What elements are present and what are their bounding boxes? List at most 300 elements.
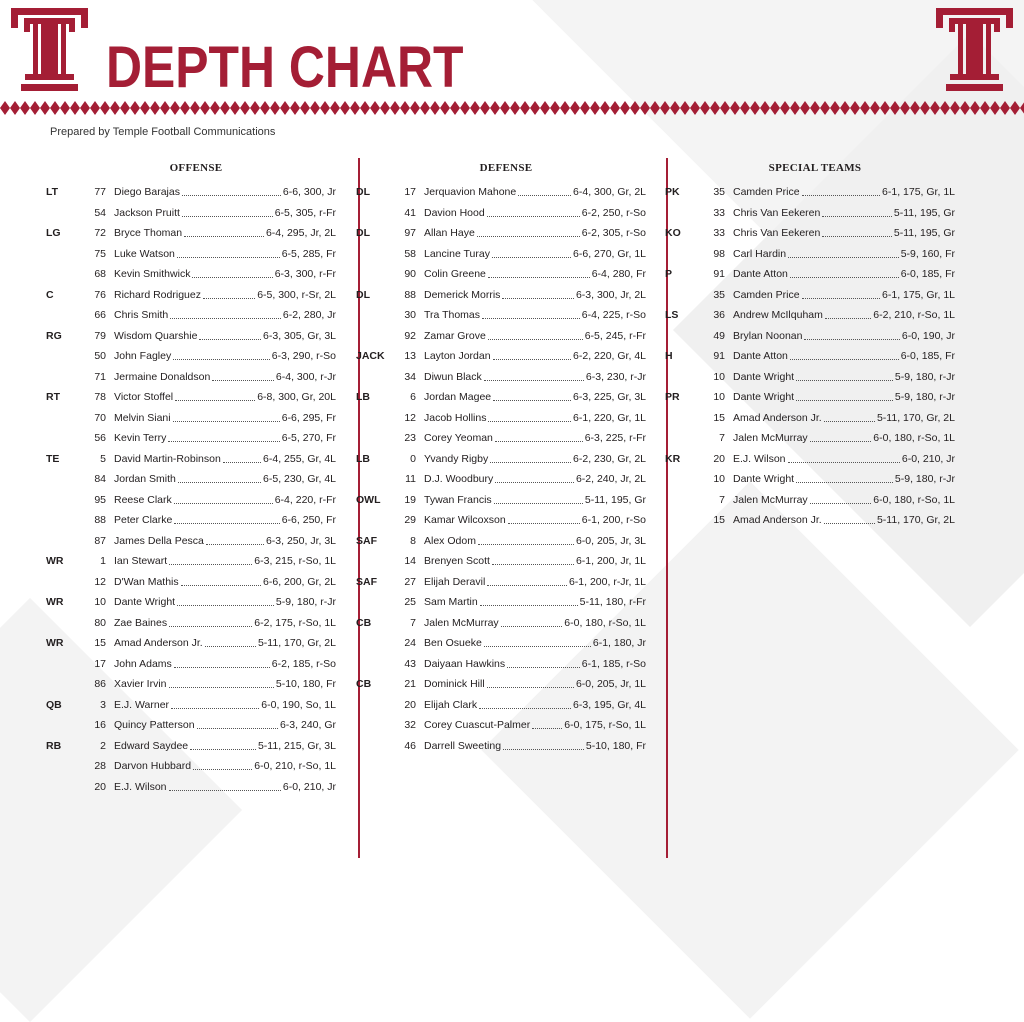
position-label: C (46, 288, 54, 301)
dot-leader (171, 707, 259, 709)
player-info: 6-3, 305, Gr, 3L (263, 329, 336, 342)
position-label: SAF (356, 534, 377, 547)
roster-row (46, 633, 336, 654)
player-info: 6-1, 175, Gr, 1L (882, 288, 955, 301)
jersey-number: 15 (94, 637, 106, 650)
player-info: 5-9, 160, Fr (900, 247, 955, 260)
player-info: 6-6, 250, Fr (281, 514, 336, 527)
player-info: 6-3, 225, r-Fr (584, 432, 646, 445)
dot-leader (174, 522, 279, 524)
roster-row (356, 367, 646, 388)
position-label: QB (46, 698, 62, 711)
dot-leader (822, 215, 892, 217)
position-label: WR (46, 637, 64, 650)
player-info: 6-4, 300, Gr, 2L (573, 186, 646, 199)
player-info: 5-10, 180, Fr (585, 739, 646, 752)
roster-row (46, 182, 336, 203)
player-name: Dante Wright (114, 596, 176, 609)
player-info: 6-2, 230, Gr, 2L (573, 452, 646, 465)
player-info: 6-5, 305, r-Fr (274, 206, 336, 219)
dot-leader (478, 543, 574, 545)
roster-row (356, 182, 646, 203)
dot-leader (223, 461, 261, 463)
player-name: Jalen McMurray (424, 616, 499, 629)
roster-row (665, 367, 955, 388)
player-info: 6-2, 240, Jr, 2L (575, 473, 646, 486)
position-label: WR (46, 555, 64, 568)
player-info: 6-0, 175, r-So, 1L (564, 719, 646, 732)
jersey-number: 7 (410, 616, 416, 629)
player-info: 6-0, 210, Jr (282, 780, 336, 793)
player-name: Edward Saydee (114, 739, 189, 752)
jersey-number: 20 (404, 698, 416, 711)
dot-leader (802, 297, 881, 299)
position-label: LG (46, 227, 61, 240)
player-info: 5-9, 180, r-Jr (894, 473, 955, 486)
jersey-number: 80 (94, 616, 106, 629)
jersey-number: 72 (94, 227, 106, 240)
player-name: James Della Pesca (114, 534, 204, 547)
jersey-number: 90 (404, 268, 416, 281)
dot-leader (173, 358, 270, 360)
player-name: Zae Baines (114, 616, 168, 629)
player-name: Kevin Terry (114, 432, 167, 445)
jersey-number: 1 (100, 555, 106, 568)
player-info: 6-2, 185, r-So (271, 657, 336, 670)
player-info: 6-0, 190, So, 1L (261, 698, 336, 711)
position-label: DL (356, 288, 370, 301)
dot-leader (488, 276, 590, 278)
jersey-number: 68 (94, 268, 106, 281)
jersey-number: 35 (713, 186, 725, 199)
temple-t-logo (936, 8, 1013, 92)
player-info: 6-0, 210, Jr (901, 452, 955, 465)
player-name: Luke Watson (114, 247, 175, 260)
jersey-number: 20 (94, 780, 106, 793)
player-name: E.J. Wilson (733, 452, 786, 465)
dot-leader (492, 563, 574, 565)
position-label: RT (46, 391, 60, 404)
section-heading: OFFENSE (169, 162, 223, 174)
player-info: 5-11, 170, Gr, 2L (876, 411, 955, 424)
position-label: H (665, 350, 673, 363)
jersey-number: 8 (410, 534, 416, 547)
dot-leader (824, 420, 875, 422)
roster-row (356, 613, 646, 634)
jersey-number: 75 (94, 247, 106, 260)
player-info: 6-0, 210, r-So, 1L (254, 760, 336, 773)
jersey-number: 95 (94, 493, 106, 506)
roster-row (665, 408, 955, 429)
dot-leader (518, 194, 571, 196)
dot-leader (174, 502, 273, 504)
player-name: Colin Greene (424, 268, 486, 281)
jersey-number: 20 (713, 452, 725, 465)
player-info: 6-5, 285, Fr (281, 247, 336, 260)
player-name: D.J. Woodbury (424, 473, 494, 486)
player-info: 6-5, 270, Fr (281, 432, 336, 445)
player-info: 6-3, 300, r-Fr (274, 268, 336, 281)
player-name: Jackson Pruitt (114, 206, 180, 219)
roster-row (356, 244, 646, 265)
dot-leader (182, 194, 281, 196)
player-name: Yvandy Rigby (424, 452, 489, 465)
roster-row (356, 203, 646, 224)
roster-row (46, 531, 336, 552)
jersey-number: 10 (713, 473, 725, 486)
player-info: 6-1, 180, Jr (592, 637, 646, 650)
jersey-number: 33 (713, 206, 725, 219)
jersey-number: 32 (404, 719, 416, 732)
player-info: 6-5, 245, r-Fr (584, 329, 646, 342)
jersey-number: 5 (100, 452, 106, 465)
player-info: 5-11, 195, Gr (893, 227, 955, 240)
jersey-number: 41 (404, 206, 416, 219)
roster-row (356, 674, 646, 695)
player-info: 6-4, 295, Jr, 2L (265, 227, 336, 240)
player-name: Tra Thomas (424, 309, 481, 322)
roster-row (46, 490, 336, 511)
jersey-number: 88 (94, 514, 106, 527)
roster-row (46, 695, 336, 716)
player-info: 6-2, 210, r-So, 1L (873, 309, 955, 322)
dot-leader (168, 440, 279, 442)
player-name: Dominick Hill (424, 678, 485, 691)
dot-leader (169, 789, 281, 791)
position-label: LB (356, 452, 370, 465)
dot-leader (788, 461, 900, 463)
jersey-number: 86 (94, 678, 106, 691)
dot-leader (825, 317, 871, 319)
dot-leader (190, 748, 256, 750)
jersey-number: 78 (94, 391, 106, 404)
player-name: Amad Anderson Jr. (733, 514, 822, 527)
player-name: Jalen McMurray (733, 493, 808, 506)
roster-row (46, 449, 336, 470)
player-name: Dante Wright (733, 473, 795, 486)
player-name: Corey Yeoman (424, 432, 493, 445)
dot-leader (501, 625, 563, 627)
jersey-number: 34 (404, 370, 416, 383)
dot-leader (487, 686, 574, 688)
jersey-number: 14 (404, 555, 416, 568)
roster-row (665, 326, 955, 347)
player-name: Corey Cuascut-Palmer (424, 719, 531, 732)
dot-leader (796, 481, 893, 483)
roster-row (46, 613, 336, 634)
player-name: E.J. Warner (114, 698, 170, 711)
player-info: 6-2, 305, r-So (581, 227, 646, 240)
jersey-number: 87 (94, 534, 106, 547)
roster-row (356, 285, 646, 306)
roster-row (46, 674, 336, 695)
position-label: OWL (356, 493, 381, 506)
player-name: Bryce Thoman (114, 227, 183, 240)
page-title: DEPTH CHART (106, 35, 464, 100)
dot-leader (206, 543, 264, 545)
player-name: Melvin Siani (114, 411, 171, 424)
jersey-number: 21 (404, 678, 416, 691)
jersey-number: 27 (404, 575, 416, 588)
position-label: DL (356, 186, 370, 199)
player-info: 6-0, 205, Jr, 3L (575, 534, 646, 547)
position-label: WR (46, 596, 64, 609)
diamond-divider-strip (0, 101, 1024, 115)
dot-leader (482, 317, 580, 319)
player-name: Diego Barajas (114, 186, 180, 199)
player-info: 6-0, 180, r-So, 1L (873, 432, 955, 445)
roster-row (46, 777, 336, 798)
player-name: Peter Clarke (114, 514, 173, 527)
dot-leader (480, 604, 578, 606)
roster-row (356, 469, 646, 490)
player-info: 6-0, 180, r-So, 1L (873, 493, 955, 506)
jersey-number: 49 (713, 329, 725, 342)
roster-row (46, 223, 336, 244)
player-name: Darvon Hubbard (114, 760, 192, 773)
player-name: Brenyen Scott (424, 555, 490, 568)
roster-row (356, 551, 646, 572)
player-info: 5-11, 170, Gr, 2L (257, 637, 336, 650)
roster-row (356, 305, 646, 326)
dot-leader (484, 645, 591, 647)
jersey-number: 11 (405, 473, 416, 486)
position-label: CB (356, 678, 372, 691)
jersey-number: 0 (410, 452, 416, 465)
jersey-number: 24 (404, 637, 416, 650)
player-name: Amad Anderson Jr. (114, 637, 203, 650)
roster-row (356, 654, 646, 675)
jersey-number: 12 (94, 575, 106, 588)
dot-leader (492, 256, 571, 258)
jersey-number: 36 (713, 309, 725, 322)
roster-row (356, 633, 646, 654)
dot-leader (169, 563, 252, 565)
dot-leader (173, 420, 280, 422)
player-info: 6-5, 230, Gr, 4L (263, 473, 336, 486)
dot-leader (790, 276, 899, 278)
player-name: Demerick Morris (424, 288, 501, 301)
section-heading: DEFENSE (479, 162, 533, 174)
player-info: 6-3, 225, Gr, 3L (573, 391, 646, 404)
roster-row (356, 695, 646, 716)
player-name: Alex Odom (424, 534, 476, 547)
temple-t-logo (11, 8, 88, 92)
player-info: 6-3, 250, Jr, 3L (265, 534, 336, 547)
jersey-number: 2 (100, 739, 106, 752)
position-label: LS (665, 309, 679, 322)
roster-row (46, 756, 336, 777)
dot-leader (796, 399, 893, 401)
player-info: 6-4, 255, Gr, 4L (263, 452, 336, 465)
player-info: 6-4, 300, r-Jr (275, 370, 336, 383)
player-name: Elijah Clark (424, 698, 478, 711)
player-info: 6-4, 220, r-Fr (274, 493, 336, 506)
dot-leader (790, 358, 899, 360)
player-info: 6-0, 205, Jr, 1L (575, 678, 646, 691)
dot-leader (810, 502, 872, 504)
player-info: 6-5, 300, r-Sr, 2L (257, 288, 336, 301)
dot-leader (796, 379, 893, 381)
roster-row (46, 715, 336, 736)
jersey-number: 29 (404, 514, 416, 527)
position-label: CB (356, 616, 372, 629)
roster-row (665, 285, 955, 306)
player-info: 6-2, 250, r-So (581, 206, 646, 219)
player-name: Lancine Turay (424, 247, 490, 260)
player-info: 6-4, 225, r-So (581, 309, 646, 322)
player-info: 6-0, 190, Jr (901, 329, 955, 342)
player-info: 5-11, 195, Gr (893, 206, 955, 219)
jersey-number: 30 (404, 309, 416, 322)
roster-row (356, 326, 646, 347)
dot-leader (804, 338, 899, 340)
dot-leader (487, 215, 580, 217)
player-name: Allan Haye (424, 227, 475, 240)
jersey-number: 54 (94, 206, 106, 219)
roster-row (46, 346, 336, 367)
roster-row (665, 510, 955, 531)
dot-leader (170, 317, 281, 319)
dot-leader (197, 727, 278, 729)
player-info: 6-2, 220, Gr, 4L (573, 350, 646, 363)
player-info: 6-1, 200, Jr, 1L (575, 555, 646, 568)
roster-row (46, 469, 336, 490)
player-name: Jacob Hollins (424, 411, 487, 424)
roster-row (46, 654, 336, 675)
jersey-number: 7 (719, 493, 725, 506)
jersey-number: 35 (713, 288, 725, 301)
player-name: Dante Wright (733, 391, 795, 404)
dot-leader (493, 399, 571, 401)
section-heading: SPECIAL TEAMS (768, 162, 862, 174)
player-name: Tywan Francis (424, 493, 492, 506)
dot-leader (477, 235, 580, 237)
player-name: Chris Van Eekeren (733, 206, 821, 219)
player-info: 6-3, 215, r-So, 1L (254, 555, 336, 568)
jersey-number: 23 (404, 432, 416, 445)
dot-leader (169, 686, 274, 688)
dot-leader (824, 522, 875, 524)
player-name: Dante Wright (733, 370, 795, 383)
player-name: Andrew McIlquham (733, 309, 823, 322)
special-teams-section (665, 162, 965, 531)
dot-leader (192, 276, 272, 278)
jersey-number: 10 (713, 370, 725, 383)
position-label: LT (46, 186, 59, 199)
position-label: PR (665, 391, 680, 404)
jersey-number: 58 (404, 247, 416, 260)
dot-leader (177, 604, 274, 606)
player-info: 6-6, 300, Jr (282, 186, 336, 199)
roster-row (46, 203, 336, 224)
position-label: TE (46, 452, 60, 465)
jersey-number: 25 (404, 596, 416, 609)
roster-row (46, 736, 336, 757)
player-info: 6-1, 200, r-Jr, 1L (568, 575, 646, 588)
jersey-number: 15 (713, 411, 725, 424)
dot-leader (177, 256, 280, 258)
player-info: 6-3, 240, Gr (279, 719, 336, 732)
player-name: John Adams (114, 657, 172, 670)
jersey-number: 50 (94, 350, 106, 363)
dot-leader (822, 235, 892, 237)
roster-row (665, 305, 955, 326)
roster-row (665, 428, 955, 449)
dot-leader (203, 297, 255, 299)
jersey-number: 15 (713, 514, 725, 527)
player-name: Reese Clark (114, 493, 172, 506)
jersey-number: 77 (94, 186, 106, 199)
position-label: JACK (356, 350, 385, 363)
jersey-number: 84 (94, 473, 106, 486)
dot-leader (181, 584, 261, 586)
player-name: Jordan Magee (424, 391, 492, 404)
player-name: Elijah Deravil (424, 575, 486, 588)
roster-row (356, 408, 646, 429)
player-info: 6-2, 175, r-So, 1L (254, 616, 336, 629)
jersey-number: 28 (94, 760, 106, 773)
player-name: Jordan Smith (114, 473, 176, 486)
player-info: 5-11, 180, r-Fr (579, 596, 646, 609)
roster-row (46, 326, 336, 347)
jersey-number: 56 (94, 432, 106, 445)
player-info: 6-3, 300, Jr, 2L (575, 288, 646, 301)
player-info: 6-0, 185, Fr (900, 268, 955, 281)
player-info: 6-3, 290, r-So (271, 350, 336, 363)
player-name: Daiyaan Hawkins (424, 657, 506, 670)
player-name: Quincy Patterson (114, 719, 195, 732)
roster-row (665, 223, 955, 244)
player-info: 6-6, 295, Fr (281, 411, 336, 424)
player-name: Kamar Wilcoxson (424, 514, 506, 527)
player-info: 6-6, 200, Gr, 2L (263, 575, 336, 588)
roster-row (356, 531, 646, 552)
roster-row (46, 428, 336, 449)
roster-row (46, 592, 336, 613)
position-label: KO (665, 227, 681, 240)
roster-row (46, 264, 336, 285)
dot-leader (484, 379, 584, 381)
player-name: Chris Smith (114, 309, 169, 322)
position-label: DL (356, 227, 370, 240)
roster-row (665, 449, 955, 470)
dot-leader (199, 338, 261, 340)
player-name: Dante Atton (733, 350, 788, 363)
position-label: RG (46, 329, 62, 342)
player-name: Jerquavion Mahone (424, 186, 517, 199)
jersey-number: 98 (713, 247, 725, 260)
dot-leader (490, 461, 571, 463)
roster-row (356, 346, 646, 367)
dot-leader (178, 481, 261, 483)
jersey-number: 7 (719, 432, 725, 445)
roster-row (46, 572, 336, 593)
player-name: Zamar Grove (424, 329, 486, 342)
defense-rows (356, 182, 656, 756)
dot-leader (507, 666, 580, 668)
jersey-number: 17 (94, 657, 106, 670)
dot-leader (532, 727, 562, 729)
player-info: 6-8, 300, Gr, 20L (257, 391, 336, 404)
dot-leader (184, 235, 264, 237)
jersey-number: 91 (713, 350, 725, 363)
roster-row (665, 203, 955, 224)
player-info: 6-1, 185, r-So (581, 657, 646, 670)
dot-leader (494, 502, 583, 504)
player-name: E.J. Wilson (114, 780, 167, 793)
dot-leader (205, 645, 256, 647)
